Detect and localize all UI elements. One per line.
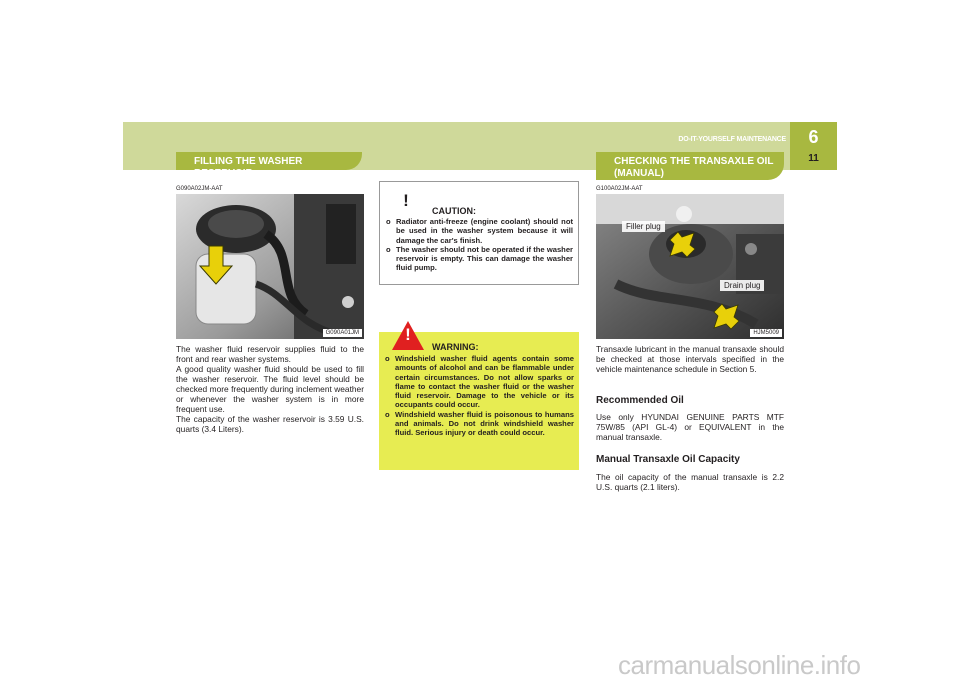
caution-bullet: o	[386, 217, 391, 226]
image-code-transaxle: HJM5009	[750, 329, 782, 337]
capacity-heading: Manual Transaxle Oil Capacity	[596, 454, 740, 465]
recommended-oil-heading: Recommended Oil	[596, 395, 684, 406]
capacity-text: The oil capacity of the manual transaxle is 2.2 U.S. quarts (2.1 liters).	[596, 472, 784, 492]
warning-box	[379, 325, 579, 470]
washer-paragraph-2: A good quality washer fluid should be used to fill the washer reservoir. The fluid level should be checked more frequently during inclement weather or whenever the washer system is in more frequent use.	[176, 364, 364, 414]
callout-filler-plug: Filler plug	[622, 221, 665, 232]
section-title-line-1: CHECKING THE TRANSAXLE OIL	[614, 156, 774, 167]
transaxle-photo	[596, 194, 784, 339]
warning-item	[385, 410, 574, 438]
caution-item-text: Radiator anti-freeze (engine coolant) should not be used in the washer system because it will damage the car's finish.	[396, 217, 573, 245]
caution-item-text: The washer should not be operated if the washer reservoir is empty. This can damage the washer fluid pump.	[396, 244, 573, 273]
transaxle-intro: Transaxle lubricant in the manual transaxle should be checked at those intervals specified in the vehicle maintenance schedule in Section 5.	[596, 344, 784, 374]
caution-item	[386, 245, 573, 273]
callout-drain-plug: Drain plug	[720, 280, 764, 291]
washer-reservoir-photo	[176, 194, 364, 339]
section-title-transaxle	[596, 152, 784, 180]
warning-bullet: o	[385, 354, 390, 363]
caution-symbol: !	[403, 191, 409, 210]
warning-bullet: o	[385, 409, 390, 419]
warning-item-text: Windshield washer fluid is poisonous to humans and animals. Do not drink windshield washer fluid. Serious injury or death could occur.	[395, 409, 574, 438]
section-title-line-2: (MANUAL)	[614, 168, 664, 179]
caution-title: CAUTION:	[432, 206, 476, 216]
caution-item	[386, 217, 573, 245]
warning-list	[385, 354, 574, 438]
section-title-washer: FILLING THE WASHER RESERVOIR	[176, 152, 362, 170]
washer-paragraph-3: The capacity of the washer reservoir is 3.59 U.S. quarts (3.4 Liters).	[176, 414, 364, 434]
transaxle-illustration	[596, 194, 784, 339]
page-number: 11	[808, 153, 819, 164]
caution-bullet: o	[386, 244, 391, 254]
caution-box	[379, 181, 579, 285]
doc-code-transaxle: G100A02JM-AAT	[596, 186, 643, 192]
washer-paragraph-1: The washer fluid reservoir supplies fluid to the front and rear washer systems.	[176, 344, 364, 364]
caution-list	[386, 217, 573, 273]
warning-item	[385, 354, 574, 410]
warning-title: WARNING:	[432, 342, 479, 352]
chapter-number: 6	[808, 127, 819, 147]
washer-body-text	[176, 344, 364, 434]
doc-code-washer: G090A02JM-AAT	[176, 186, 223, 192]
image-code-washer: G090A01JM	[323, 329, 362, 337]
warning-item-text: Windshield washer fluid agents contain some amounts of alcohol and can be flammable under certain circumstances. Do not allow sparks or flame to contact the washer fluid or the washer fluid reservoir. Damage to the vehicle or its occupants could occur.	[395, 354, 574, 410]
running-head: DO-IT-YOURSELF MAINTENANCE	[678, 136, 786, 143]
warning-symbol: !	[405, 325, 411, 344]
watermark: carmanualsonline.info	[618, 650, 861, 680]
engine-bay-illustration	[176, 194, 364, 339]
recommended-oil-text: Use only HYUNDAI GENUINE PARTS MTF 75W/85 (API GL-4) or EQUIVALENT in the manual transaxle.	[596, 412, 784, 442]
